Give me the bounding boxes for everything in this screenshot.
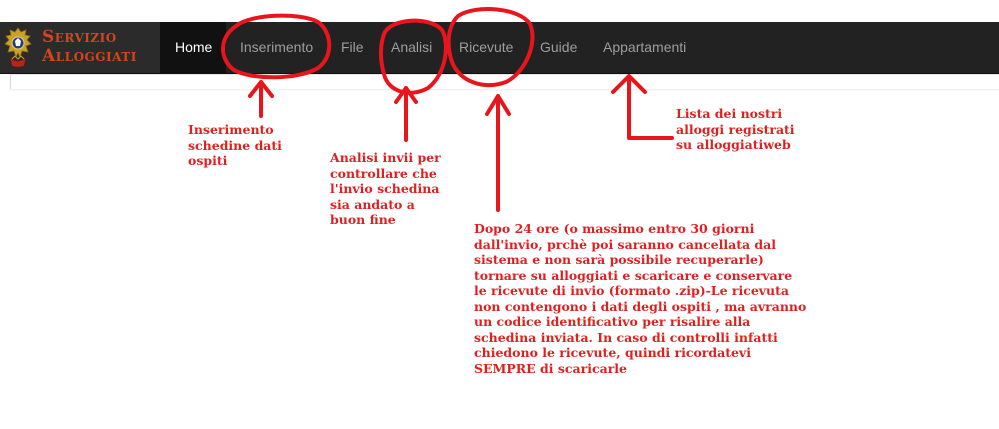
note-appartamenti: Lista dei nostri alloggi registrati su alloggiatiweb	[676, 106, 795, 152]
brand-line-2: Alloggiati	[42, 46, 137, 66]
note-inserimento: Inserimento schedine dati ospiti	[188, 122, 282, 168]
note-ricevute: Dopo 24 ore (o massimo entro 30 giorni dall'invio, prchè poi saranno cancellata dal sistema e non sarà possibile recuperarle) tornare su alloggiati e scaricare e conservare le ricevute di invio (formato .zip)-Le ricevuta non contengono i dati degli ospiti , ma avranno un codice identificativo per risalire alla schedina inviata. In caso di controlli infatti chiedono le ricevute, quindi ricordatevi SEMPRE di scaricarle	[474, 221, 807, 376]
nav-item-appartamenti[interactable]: Appartamenti	[603, 39, 687, 55]
arrow-analisi	[396, 88, 416, 140]
arrow-appartamenti	[613, 76, 672, 138]
nav-item-home[interactable]: Home	[175, 39, 213, 55]
note-analisi: Analisi invii per controllare che l'invio schedina sia andato a buon fine	[330, 150, 441, 227]
arrow-inserimento	[250, 82, 272, 116]
nav-item-inserimento[interactable]: Inserimento	[240, 39, 314, 55]
circle-analisi	[381, 21, 446, 93]
nav-item-guide[interactable]: Guide	[540, 39, 578, 55]
arrow-ricevute	[487, 96, 509, 210]
brand-line-1: Servizio	[42, 27, 117, 47]
nav-item-ricevute[interactable]: Ricevute	[459, 39, 514, 55]
nav-item-analisi[interactable]: Analisi	[391, 39, 433, 55]
nav-item-file[interactable]: File	[341, 39, 364, 55]
circle-inserimento	[223, 16, 329, 78]
circle-ricevute	[449, 9, 533, 85]
